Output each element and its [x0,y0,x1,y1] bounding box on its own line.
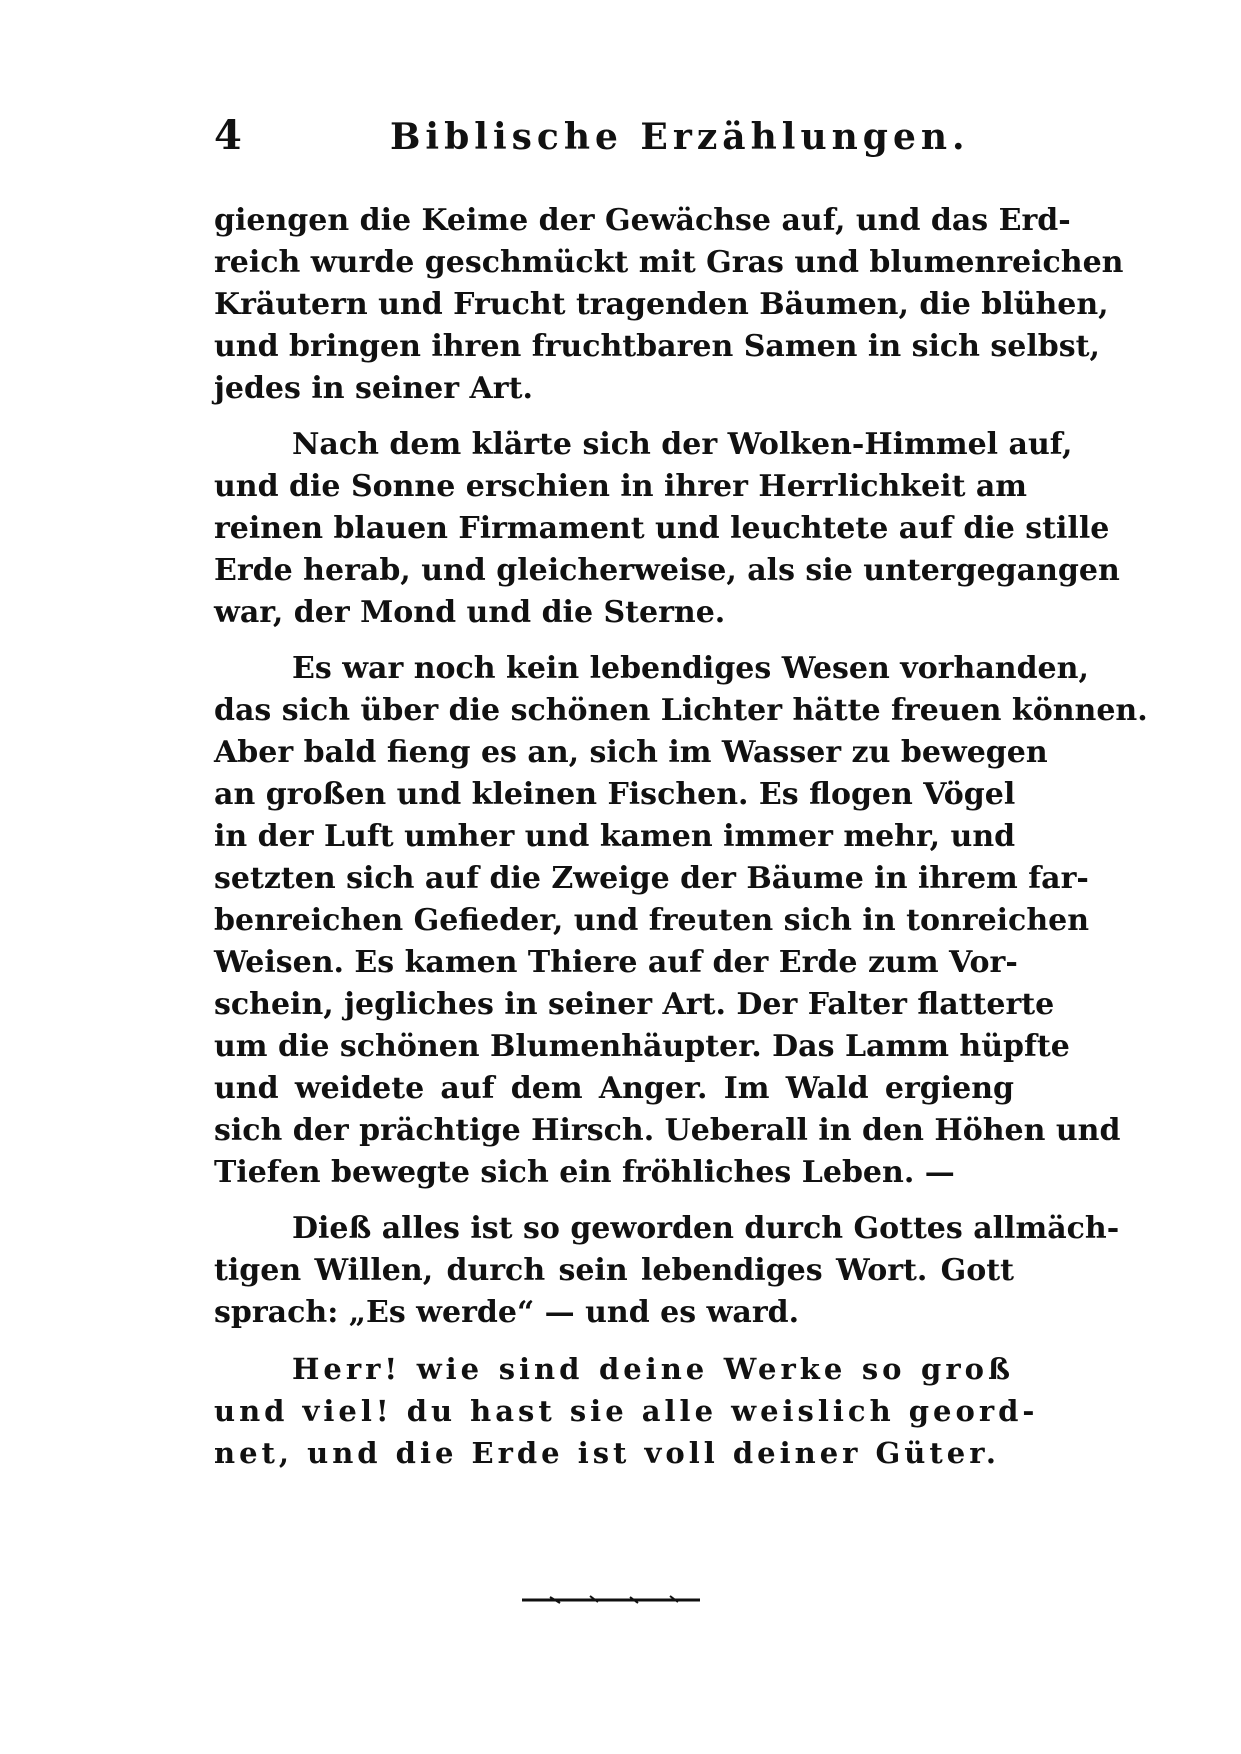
text-line: jedes in seiner Art. [214,371,533,406]
text-line: net, und die Erde ist voll deiner Güter. [214,1436,1000,1470]
paragraph-gap [214,1194,1014,1208]
text-line: tigen Willen, durch sein lebendiges Wort. Gott [214,1253,1014,1288]
text-line: Weisen. Es kamen Thiere auf der Erde zum Vor- [214,945,1018,980]
text-line: setzten sich auf die Zweige der Bäume in ihrem far- [214,861,1089,896]
text-line: Aber bald fieng es an, sich im Wasser zu bewegen [214,735,1048,770]
paragraph-gap [214,410,1014,424]
text-line: reinen blauen Firmament und leuchtete auf die stille [214,511,1110,546]
text-line: sich der prächtige Hirsch. Ueberall in den Höhen und [214,1113,1121,1148]
paragraph-1 [214,200,1124,410]
text-line: Dieß alles ist so geworden durch Gottes allmäch- [292,1211,1120,1246]
paragraph-gap [214,1334,1014,1348]
text-line: das sich über die schönen Lichter hätte freuen können. [214,693,1148,728]
section-end-rule [520,1593,702,1605]
text-line: giengen die Keime der Gewächse auf, und das Erd- [214,203,1071,238]
paragraph-2 [214,424,1120,634]
text-line: sprach: „Es werde“ — und es ward. [214,1295,800,1330]
text-line: und viel! du hast sie alle weislich geord- [214,1394,1039,1428]
text-line: war, der Mond und die Sterne. [214,595,726,630]
text-line: benreichen Gefieder, und freuten sich in tonreichen [214,903,1090,938]
text-line: Nach dem klärte sich der Wolken-Himmel auf, [292,427,1073,462]
text-line: und bringen ihren fruchtbaren Samen in sich selbst, [214,329,1100,364]
text-line: Es war noch kein lebendiges Wesen vorhanden, [292,651,1089,686]
text-line: und weidete auf dem Anger. Im Wald ergieng [214,1071,1014,1106]
text-line: in der Luft umher und kamen immer mehr, und [214,819,1016,854]
page-number: 4 [214,112,242,159]
text-line: reich wurde geschmückt mit Gras und blumenreichen [214,245,1124,280]
text-line: Kräutern und Frucht tragenden Bäumen, die blühen, [214,287,1109,322]
text-line: schein, jegliches in seiner Art. Der Falter flatterte [214,987,1055,1022]
text-line: Herr! wie sind deine Werke so groß [292,1352,1014,1386]
text-line: um die schönen Blumenhäupter. Das Lamm hüpfte [214,1029,1070,1064]
paragraph-5-spaced-verse [214,1348,1039,1474]
paragraph-gap [214,634,1014,648]
body-text [214,200,1148,1474]
text-line: Erde herab, und gleicherweise, als sie untergegangen [214,553,1120,588]
text-line: an großen und kleinen Fischen. Es flogen Vögel [214,777,1016,812]
paragraph-3 [214,648,1148,1194]
running-title: Biblische Erzählungen. [390,116,970,158]
page-header [214,112,1014,172]
text-line: Tiefen bewegte sich ein fröhliches Leben. — [214,1155,955,1190]
text-line: und die Sonne erschien in ihrer Herrlichkeit am [214,469,1028,504]
paragraph-4 [214,1208,1120,1334]
